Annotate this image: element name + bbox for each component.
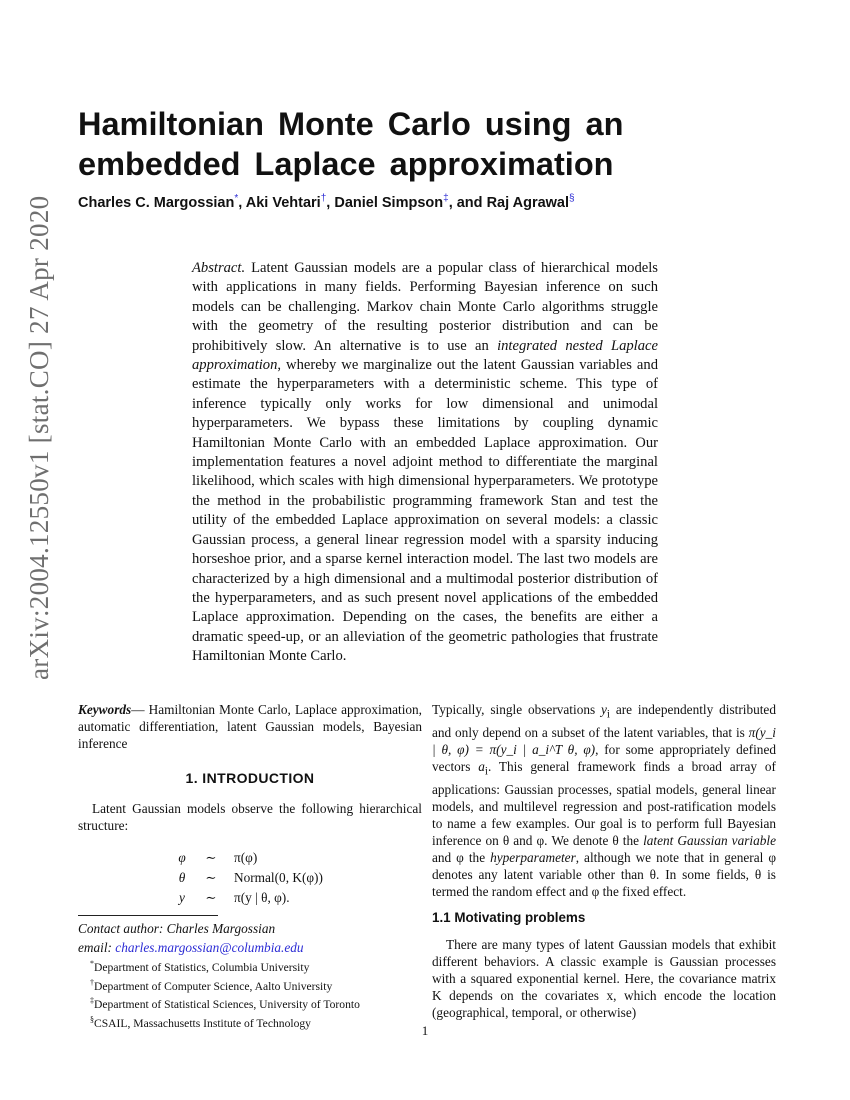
equation-lhs: y [179,890,185,905]
affiliation-text: CSAIL, Massachusetts Institute of Technology [94,1016,311,1030]
contact-footnote [78,919,422,957]
affiliation-text: Department of Computer Science, Aalto University [94,979,333,993]
contact-email-line [78,938,422,957]
affiliation-mark: † [90,977,94,987]
email-link[interactable]: charles.margossian@columbia.edu [115,940,304,955]
affiliation-mark: * [90,959,94,968]
keywords-dash: — [131,702,149,717]
author-footnote-mark[interactable]: * [234,193,239,204]
author-footnote-mark[interactable]: ‡ [443,193,449,204]
author-separator: , and [448,194,487,211]
author-separator: , [326,194,335,211]
footnote-divider [78,915,218,916]
hierarchical-model-equations [168,848,398,908]
abstract-text: , whereby we marginalize out the latent Gaussian variables and estimate the hyperparameters with a deterministic scheme. This type of inference typically only works for low dimensional and unimodal hyperparameters. We bypass these limitations by coupling dynamic Hamiltonian Monte Carlo with an embedded Laplace approximation. Our implementation features a novel adjoint method to differentiate the marginal likelihood, which scales with high dimensional hyperparameters. We prototype the method in the probabilistic programming framework Stan and test the utility of the embedded Laplace approximation on several models: a classic Gaussian process, a general linear regression model with a sparsity inducing horseshoe prior, and a sparse kernel interaction model. The last two models are characterized by a high dimensional and a multimodal posterior distribution of the hyperparameters, and as such present novel applications of the embedded Laplace approximation. Depending on the cases, the benefits are either a dramatic speed-up, or an alleviation of the geometric pathologies that frustrate Hamiltonian Monte Carlo. [192,357,658,665]
equation-rhs: π(φ) [234,850,258,865]
abstract [192,259,658,667]
author-name: Raj Agrawal [486,194,570,211]
paper-title: Hamiltonian Monte Carlo using an embedded Laplace approximation [78,106,624,182]
body-text: , for some appropriately defined vectors [432,741,777,774]
abstract-text: Latent Gaussian models are a popular class of hierarchical models with applications in many fields. Performing Bayesian inference on such models can be challenging. Markov chain Monte Carlo algorithms struggle with the geometry of the resulting posterior distribution and can be prohibitively slow. An alternative is to use an [192,260,658,354]
body-text: . This general framework finds a broad array of applications: Gaussian processes, spatial models, general linear models, and multilevel regression and post-ratification models to name a few examples. Our goal is to perform full Bayesian inference on θ and φ. We denote θ the [432,758,776,848]
affiliation-mark: ‡ [90,996,94,1006]
equation-lhs: θ [178,870,186,885]
motivating-problems-paragraph: There are many types of latent Gaussian models that exhibit different behaviors. A classic example is Gaussian processes with a squared exponential kernel. Here, the covariance matrix K depends on the covariates x, which encode the location (geographical, temporal, or otherwise) [432,937,776,1021]
equation-row [168,888,398,908]
math-formula: π(y_i | θ, φ) = π(y_i | a_i^T θ, φ) [432,724,776,757]
equation-lhs: φ [178,850,186,865]
body-text: and φ the [432,850,491,866]
section-heading-motivating-problems: 1.1 Motivating problems [432,910,586,925]
arxiv-identifier-stamp: arXiv:2004.12550v1 [stat.CO] 27 Apr 2020 [24,195,54,680]
affiliation-text: Department of Statistical Sciences, University of Toronto [94,998,360,1012]
section-heading-introduction: 1. INTRODUCTION [185,770,315,786]
page-number: 1 [421,1023,429,1038]
equation-relation: ∼ [205,870,217,885]
equation-row [168,868,398,888]
author-list [78,193,778,211]
affiliation-item [90,957,430,976]
equation-relation: ∼ [205,850,217,865]
equation-rhs: Normal(0, K(φ)) [234,870,323,885]
affiliation-text: Department of Statistics, Columbia University [94,960,310,974]
affiliation-item [90,976,430,995]
author-name: Daniel Simpson [334,194,444,211]
affiliation-mark: § [90,1014,94,1024]
body-text: Typically, single observations [432,702,602,717]
math-a: a [478,758,485,774]
author-name: Aki Vehtari [245,194,321,211]
math-subscript: i [606,708,610,721]
email-label: email: [78,940,116,955]
body-text: , although we note that in general φ denotes any latent variable other than θ. In some fields, θ is termed the random effect and φ the fixed effect. [432,850,776,900]
abstract-emphasis: integrated nested Laplace approximation [192,337,658,374]
body-emphasis: latent Gaussian variable [643,832,776,848]
math-subscript: i [484,765,488,778]
observation-model-paragraph [432,701,776,900]
keywords [78,701,422,752]
affiliation-item [90,994,430,1013]
keywords-label: Keywords [78,702,132,717]
equation-rhs: π(y | θ, φ). [234,890,290,905]
body-emphasis: hyperparameter [490,850,576,866]
author-footnote-mark[interactable]: § [569,193,575,204]
abstract-label: Abstract. [192,260,246,276]
author-footnote-mark[interactable]: † [320,193,327,204]
equation-row [168,848,398,868]
introduction-paragraph: Latent Gaussian models observe the following hierarchical structure: [78,801,422,834]
equation-relation: ∼ [205,890,217,905]
body-text: are independently distributed and only depend on a subset of the latent variables, that is [432,702,776,740]
contact-author: Contact author: Charles Margossian [78,921,276,936]
affiliation-footnotes [90,957,430,1032]
keywords-text: Hamiltonian Monte Carlo, Laplace approximation, automatic differentiation, latent Gaussian models, Bayesian inference [78,702,423,752]
math-y: y [601,702,607,717]
author-separator: , [238,194,246,211]
author-name: Charles C. Margossian [78,194,235,211]
